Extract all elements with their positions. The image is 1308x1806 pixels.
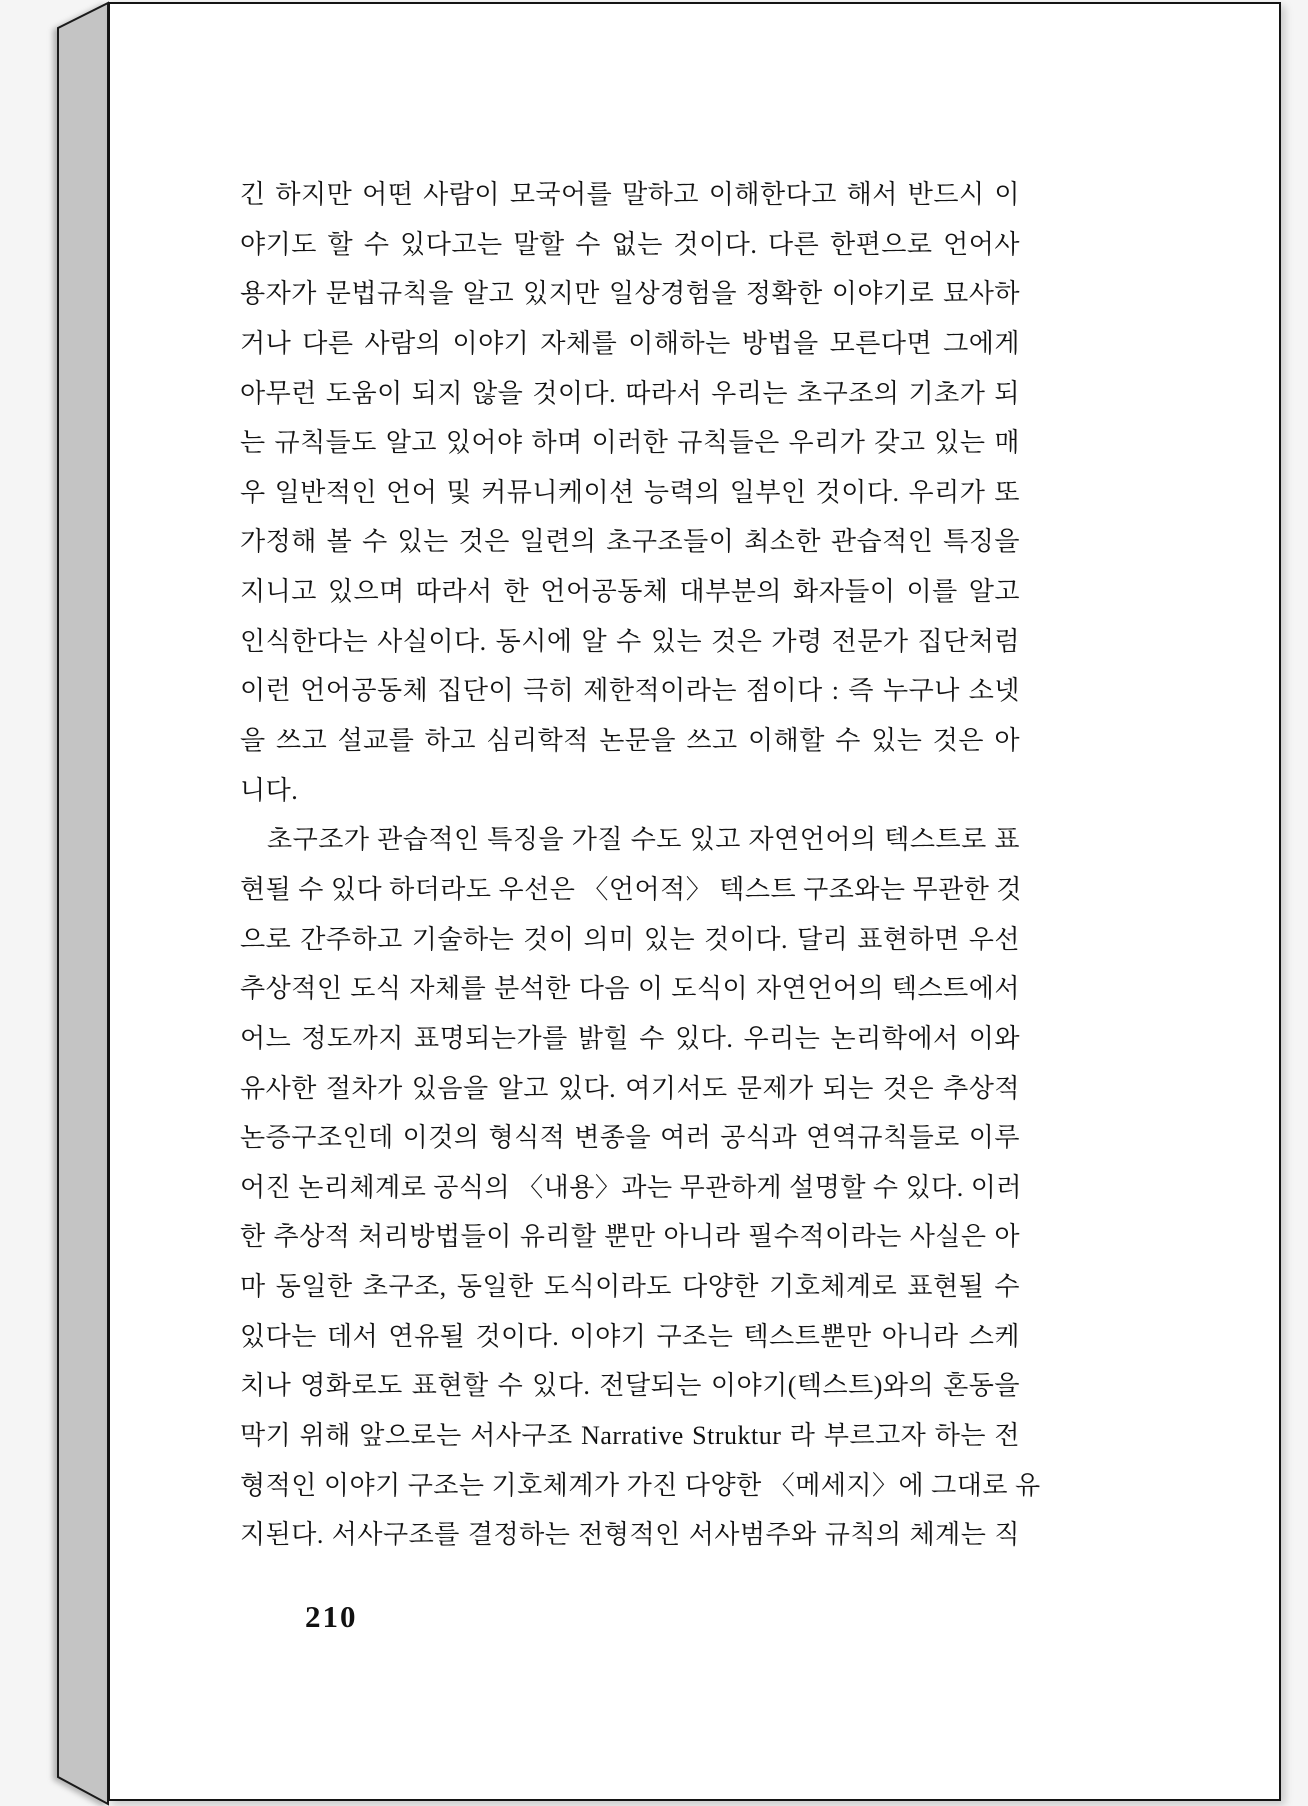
text-line: 있다는 데서 연유될 것이다. 이야기 구조는 텍스트뿐만 아니라 스케 [240,1321,1020,1351]
text-line: 어진 논리체계로 공식의 〈내용〉과는 무관하게 설명할 수 있다. 이러 [240,1172,1023,1202]
page-number: 210 [305,1599,358,1634]
text-line: 치나 영화로도 표현할 수 있다. 전달되는 이야기(텍스트)와의 혼동을 [240,1371,1020,1401]
text-line: 막기 위해 앞으로는 서사구조 Narrative Struktur 라 부르고자 하는 전 [240,1421,1020,1451]
text-line: 우 일반적인 언어 및 커뮤니케이션 능력의 일부인 것이다. 우리가 또 [240,477,1020,507]
book-page [108,2,1281,1801]
text-line: 가정해 볼 수 있는 것은 일련의 초구조들이 최소한 관습적인 특징을 [240,527,1020,557]
text-line: 긴 하지만 어떤 사람이 모국어를 말하고 이해한다고 해서 반드시 이 [240,180,1020,209]
text-line: 야기도 할 수 있다고는 말할 수 없는 것이다. 다른 한편으로 언어사 [240,229,1020,259]
text-line: 현될 수 있다 하더라도 우선은 〈언어적〉 텍스트 구조와는 무관한 것 [240,874,1023,904]
text-line: 형적인 이야기 구조는 기호체계가 가진 다양한 〈메세지〉에 그대로 유 [240,1470,1041,1500]
text-line: 지니고 있으며 따라서 한 언어공동체 대부분의 화자들이 이를 알고 [240,577,1020,607]
text-line: 용자가 문법규칙을 알고 있지만 일상경험을 정확한 이야기로 묘사하 [240,279,1020,309]
stacked-pages-edge [58,3,108,1804]
text-line: 으로 간주하고 기술하는 것이 의미 있는 것이다. 달리 표현하면 우선 [240,924,1020,954]
text-line: 유사한 절차가 있음을 알고 있다. 여기서도 문제가 되는 것은 추상적 [240,1073,1020,1103]
text-line: 을 쓰고 설교를 하고 심리학적 논문을 쓰고 이해할 수 있는 것은 아 [240,726,1020,756]
text-line: 어느 정도까지 표명되는가를 밝힐 수 있다. 우리는 논리학에서 이와 [240,1023,1020,1053]
text-line: 거나 다른 사람의 이야기 자체를 이해하는 방법을 모른다면 그에게 [240,328,1020,358]
text-line: 지된다. 서사구조를 결정하는 전형적인 서사범주와 규칙의 체계는 직 [240,1520,1020,1550]
text-line: 는 규칙들도 알고 있어야 하며 이러한 규칙들은 우리가 갖고 있는 매 [240,428,1020,458]
text-line: 추상적인 도식 자체를 분석한 다음 이 도식이 자연언어의 텍스트에서 [240,974,1020,1004]
text-line: 논증구조인데 이것의 형식적 변종을 여러 공식과 연역규칙들로 이루 [240,1123,1020,1153]
body-text [240,170,1041,1560]
text-line-paragraph-start: 초구조가 관습적인 특징을 가질 수도 있고 자연언어의 텍스트로 표 [267,825,1020,855]
text-line: 인식한다는 사실이다. 동시에 알 수 있는 것은 가령 전문가 집단처럼 [240,626,1020,656]
text-line: 니다. [240,775,299,805]
text-line: 마 동일한 초구조, 동일한 도식이라도 다양한 기호체계로 표현될 수 [240,1272,1020,1302]
text-line: 아무런 도움이 되지 않을 것이다. 따라서 우리는 초구조의 기초가 되 [240,378,1020,408]
text-line: 이런 언어공동체 집단이 극히 제한적이라는 점이다 : 즉 누구나 소넷 [240,676,1020,706]
text-line: 한 추상적 처리방법들이 유리할 뿐만 아니라 필수적이라는 사실은 아 [240,1222,1020,1252]
